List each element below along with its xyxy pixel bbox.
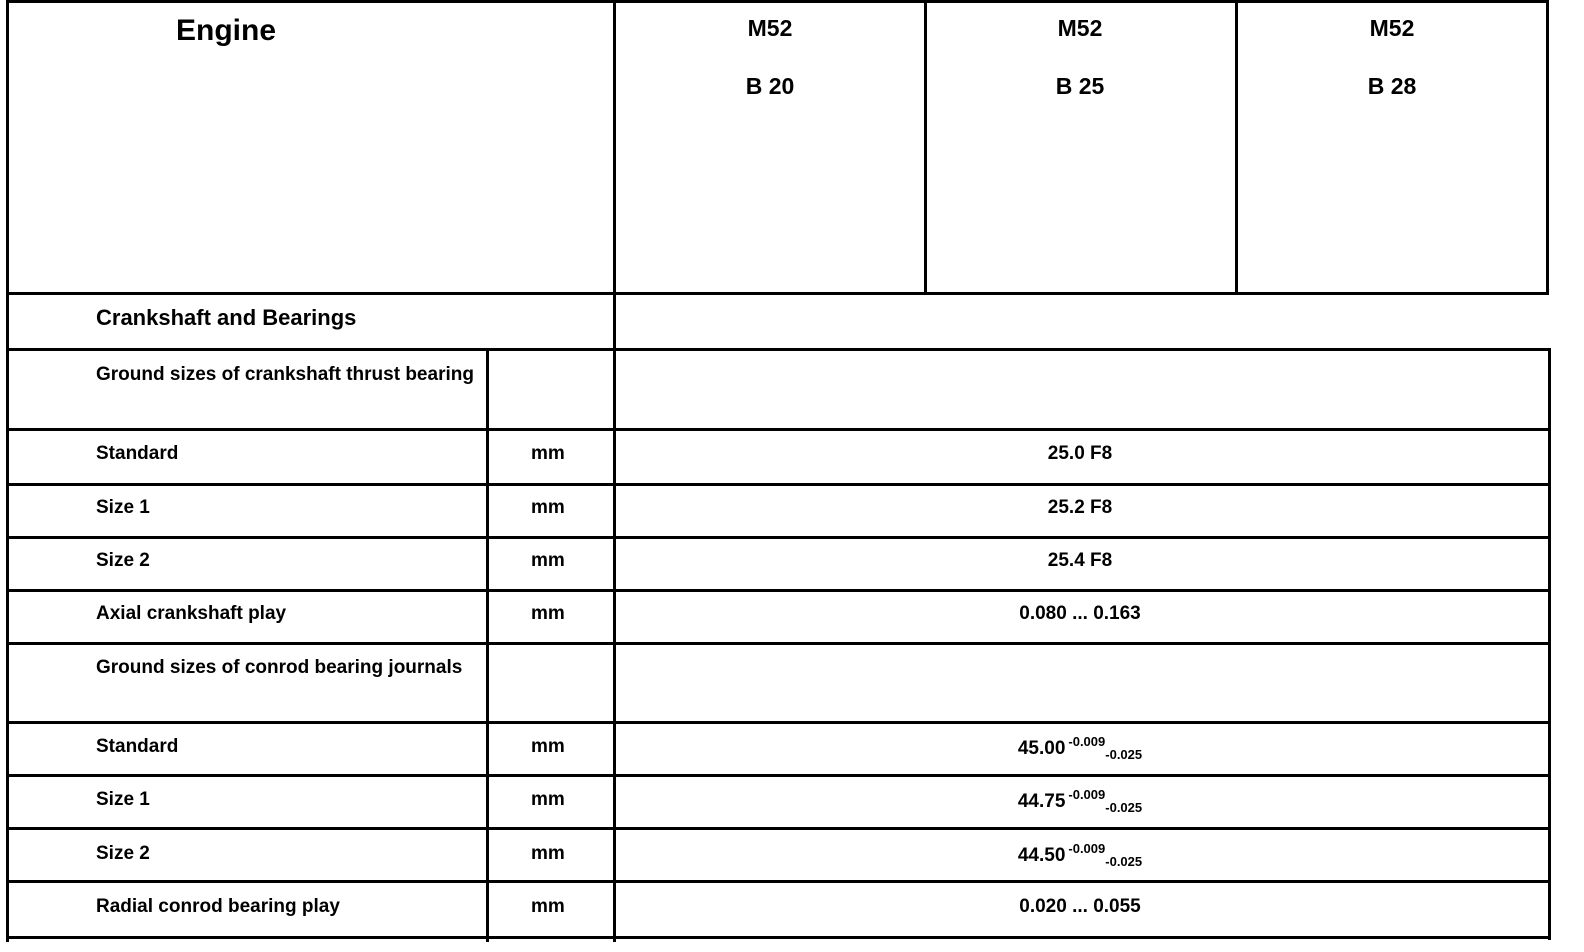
row-unit: mm [531, 550, 565, 571]
divider-model-1 [924, 0, 927, 295]
lower-tolerance: -0.025 [1105, 854, 1143, 869]
row-value [880, 841, 1280, 869]
row-value [880, 787, 1280, 815]
rule-row-2 [6, 483, 1551, 486]
row-value: 0.020 ... 0.055 [1019, 896, 1141, 917]
row-value: 25.0 F8 [1047, 443, 1113, 464]
row-unit: mm [531, 843, 565, 864]
row-label: Ground sizes of conrod bearing journals [96, 657, 463, 678]
upper-tolerance: -0.009 [1068, 841, 1106, 856]
row-unit: mm [531, 736, 565, 757]
rule-row-4 [6, 589, 1551, 592]
rule-header-bottom [6, 292, 1549, 295]
rule-bottom [6, 936, 1551, 939]
row-label: Size 2 [96, 550, 150, 571]
border-left [6, 0, 9, 942]
nominal-value: 45.00 [1017, 738, 1066, 759]
row-label: Ground sizes of crankshaft thrust bearing [96, 364, 474, 385]
row-value: 25.4 F8 [1047, 550, 1113, 571]
upper-tolerance: -0.009 [1068, 787, 1106, 802]
model-3-variant: B 28 [1367, 73, 1417, 99]
row-unit: mm [531, 896, 565, 917]
row-unit: mm [531, 603, 565, 624]
row-unit: mm [531, 443, 565, 464]
border-top [6, 0, 1549, 3]
rule-row-3 [6, 536, 1551, 539]
row-unit: mm [531, 789, 565, 810]
row-unit: mm [531, 497, 565, 518]
model-1-variant: B 20 [745, 73, 795, 99]
rule-row-5 [6, 642, 1551, 645]
upper-tolerance: -0.009 [1068, 734, 1106, 749]
row-label: Size 1 [96, 497, 150, 518]
rule-section-bottom [6, 348, 1551, 351]
row-label: Axial crankshaft play [96, 603, 287, 624]
rule-row-6 [6, 721, 1551, 724]
row-value: 0.080 ... 0.163 [1019, 603, 1141, 624]
border-right-header [1546, 0, 1549, 295]
engine-header-label: Engine [176, 14, 277, 47]
row-label: Standard [96, 443, 179, 464]
row-value: 25.2 F8 [1047, 497, 1113, 518]
model-1-name: M52 [747, 15, 793, 41]
rule-row-7 [6, 774, 1551, 777]
rule-row-9 [6, 880, 1551, 883]
lower-tolerance: -0.025 [1105, 800, 1143, 815]
row-label: Size 2 [96, 843, 150, 864]
nominal-value: 44.75 [1017, 791, 1066, 812]
divider-value-column [613, 0, 616, 942]
rule-row-8 [6, 827, 1551, 830]
section-title: Crankshaft and Bearings [96, 305, 357, 330]
lower-tolerance: -0.025 [1105, 747, 1143, 762]
nominal-value: 44.50 [1017, 845, 1066, 866]
model-2-variant: B 25 [1055, 73, 1105, 99]
model-2-name: M52 [1057, 15, 1103, 41]
divider-unit-column [486, 348, 489, 942]
row-label: Standard [96, 736, 179, 757]
divider-model-2 [1235, 0, 1238, 295]
model-3-name: M52 [1369, 15, 1415, 41]
row-label: Radial conrod bearing play [96, 896, 340, 917]
row-value [880, 734, 1280, 762]
rule-row-1 [6, 428, 1551, 431]
row-label: Size 1 [96, 789, 150, 810]
